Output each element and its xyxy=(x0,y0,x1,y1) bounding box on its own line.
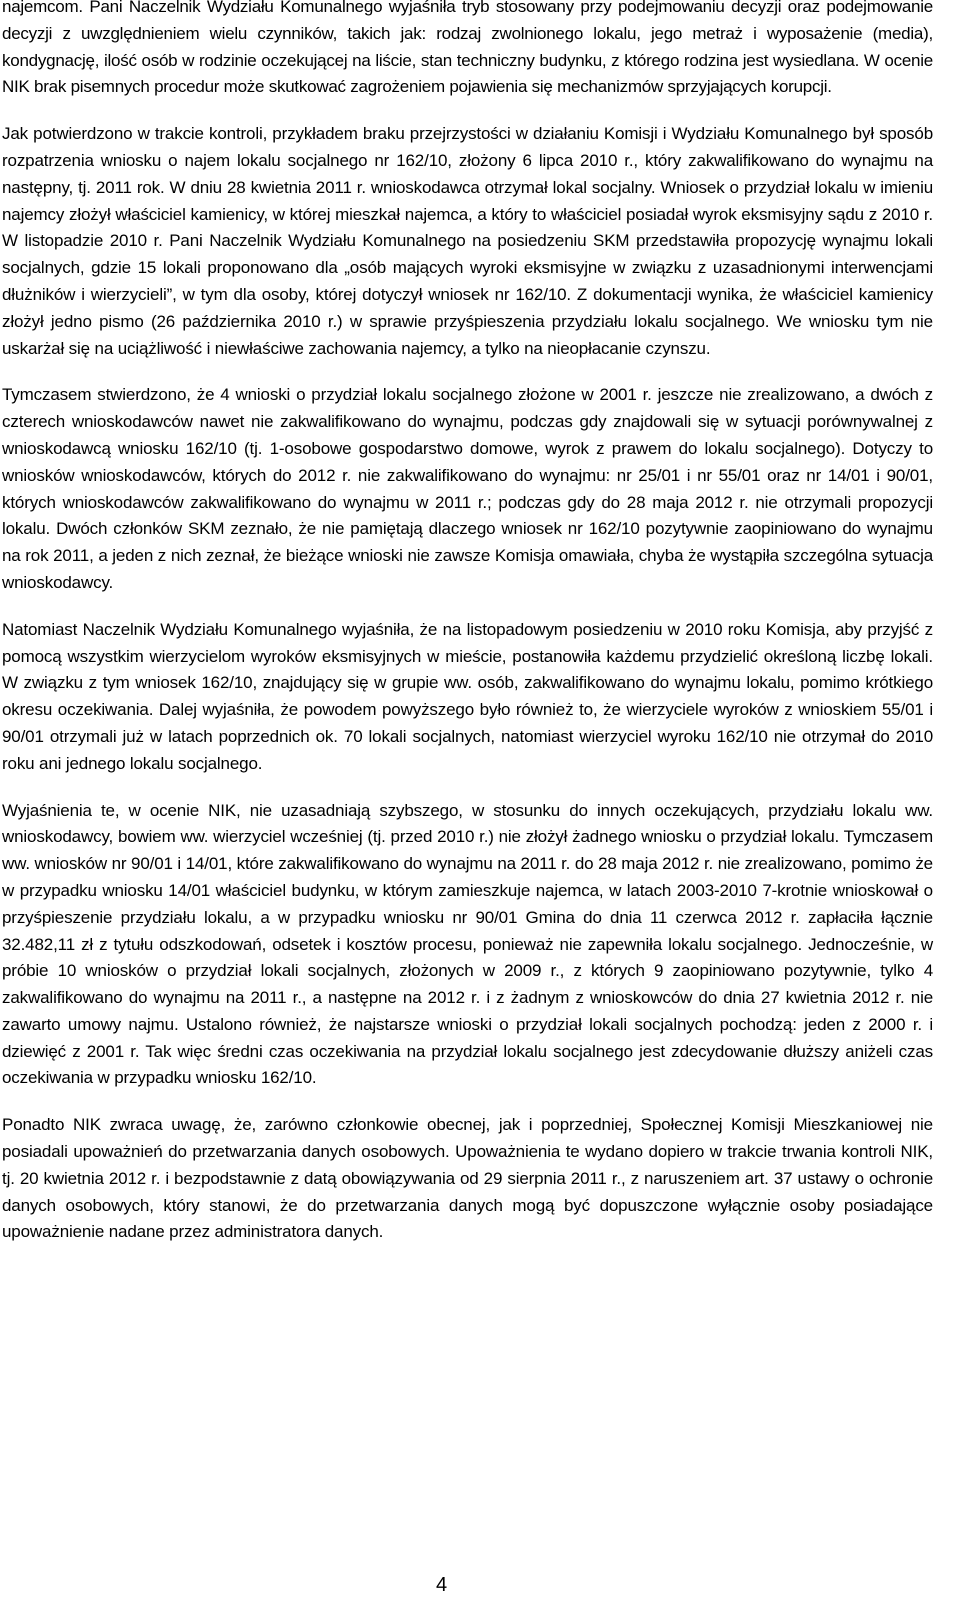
paragraph-3: Tymczasem stwierdzono, że 4 wnioski o przydział lokalu socjalnego złożone w 2001 r. jeszcze nie zrealizowano, a dwóch z czterech wnioskodawców nawet nie zakwalifikowano do wynajmu, podczas gdy znajdowali się w sytuacji porównywalnej z wnioskodawcą wniosku 162/10 (tj. 1-osobowe gospodarstwo domowe, wyrok z prawem do lokalu socjalnego). Dotyczy to wniosków wnioskodawców, których do 2012 r. nie zakwalifikowano do wynajmu: nr 25/01 i nr 55/01 oraz nr 14/01 i 90/01, których wnioskodawców zakwalifikowano do wynajmu w 2011 r.; podczas gdy do 28 maja 2012 r. nie otrzymali propozycji lokalu. Dwóch członków SKM zeznało, że nie pamiętają dlaczego wniosek nr 162/10 pozytywnie zaopiniowano do wynajmu na rok 2011, a jeden z nich zeznał, że bieżące wnioski nie zawsze Komisja omawiała, chyba że wystąpiła szczególna sytuacja wnioskodawcy. xyxy=(2,385,933,592)
paragraph-4: Natomiast Naczelnik Wydziału Komunalnego wyjaśniła, że na listopadowym posiedzeniu w 2010 roku Komisja, aby przyjść z pomocą wszystkim wierzycielom wyroków eksmisyjnych w mieście, postanowiła każdemu przydzielić określoną liczbę lokali. W związku z tym wniosek 162/10, znajdujący się w grupie ww. osób, zakwalifikowano do wynajmu lokalu, pomimo krótkiego okresu oczekiwania. Dalej wyjaśniła, że powodem powyższego było również to, że wierzyciele wyroków z wnioskiem 55/01 i 90/01 otrzymali już w latach poprzednich ok. 70 lokali socjalnych, natomiast wierzyciel wyroku 162/10 nie otrzymał do 2010 roku ani jednego lokalu socjalnego. xyxy=(2,619,933,773)
paragraph-5: Wyjaśnienia te, w ocenie NIK, nie uzasadniają szybszego, w stosunku do innych oczekujących, przydziału lokalu ww. wnioskodawcy, bowiem ww. wierzyciel wcześniej (tj. przed 2010 r.) nie złożył żadnego wniosku o przydział lokalu. Tymczasem ww. wniosków nr 90/01 i 14/01, które zakwalifikowano do wynajmu na 2011 r. do 28 maja 2012 r. nie zrealizowano, pomimo że w przypadku wniosku 14/01 właściciel budynku, w którym zamieszkuje najemca, w latach 2003-2010 7-krotnie wnioskował o przyśpieszenie przydziału lokalu, a w przypadku wniosku nr 90/01 Gmina do dnia 11 czerwca 2012 r. zapłaciła łącznie 32.482,11 zł z tytułu odszkodowań, odsetek i kosztów procesu, ponieważ nie zapewniła lokalu socjalnego. Jednocześnie, w próbie 10 wniosków o przydział lokali socjalnych, złożonych w 2009 r., z których 9 zaopiniowano pozytywnie, tylko 4 zakwalifikowano do wynajmu na 2011 r., a następne na 2012 r. i z żadnym z wnioskowców do dnia 27 kwietnia 2012 r. nie zawarto umowy najmu. Ustalono również, że najstarsze wnioski o przydział lokali socjalnych pochodzą: jeden z 2000 r. i dziewięć z 2001 r. Tak więc średni czas oczekiwania na przydział lokalu socjalnego jest zdecydowanie dłuższy aniżeli czas oczekiwania w przypadku wniosku 162/10. xyxy=(2,800,933,1088)
page-number-text: 4 xyxy=(436,1574,448,1596)
paragraph-2: Jak potwierdzono w trakcie kontroli, przykładem braku przejrzystości w działaniu Komisji i Wydziału Komunalnego był sposób rozpatrzenia wniosku o najem lokalu socjalnego nr 162/10, złożony 6 lipca 2010 r., który zakwalifikowano do wynajmu na następny, tj. 2011 rok. W dniu 28 kwietnia 2011 r. wnioskodawca otrzymał lokal socjalny. Wniosek o przydział lokalu w imieniu najemcy złożył właściciel kamienicy, w której mieszkał najemca, a który to właściciel posiadał wyrok eksmisyjny sądu z 2010 r. W listopadzie 2010 r. Pani Naczelnik Wydziału Komunalnego na posiedzeniu SKM przedstawiła propozycję wynajmu lokali socjalnych, gdzie 15 lokali proponowano dla „osób mających wyroki eksmisyjne w związku z uzasadnionymi interwencjami dłużników i wierzycieli”, w tym dla osoby, której dotyczył wniosek nr 162/10. Z dokumentacji wynika, że właściciel kamienicy złożył jedno pismo (26 października 2010 r.) w sprawie przyśpieszenia przydziału lokalu socjalnego. We wniosku tym nie uskarżał się na uciążliwość i niewłaściwe zachowania najemcy, a tylko na nieopłacanie czynszu. xyxy=(2,124,933,358)
page-number xyxy=(0,1573,960,1597)
paragraph-6: Ponadto NIK zwraca uwagę, że, zarówno członkowie obecnej, jak i poprzedniej, Społecznej Komisji Mieszkaniowej nie posiadali upoważnień do przetwarzania danych osobowych. Upoważnienia te wydano dopiero w trakcie trwania kontroli NIK, tj. 20 kwietnia 2012 r. i bezpodstawnie z datą obowiązywania od 29 sierpnia 2011 r., z naruszeniem art. 37 ustawy o ochronie danych osobowych, który stanowi, że do przetwarzania danych mogą być dopuszczone wyłącznie osoby posiadające upoważnienie nadane przez administratora danych. xyxy=(2,1115,933,1242)
paragraph-1: najemcom. Pani Naczelnik Wydziału Komunalnego wyjaśniła tryb stosowany przy podejmowaniu decyzji oraz podejmowanie decyzji z uwzględnieniem wielu czynników, takich jak: rodzaj zwolnionego lokalu, jego metraż i wyposażenie (media), kondygnację, ilość osób w rodzinie oczekującej na liście, stan techniczny budynku, z którego rodzina jest wysiedlana. W ocenie NIK brak pisemnych procedur może skutkować zagrożeniem pojawienia się mechanizmów sprzyjających korupcji. xyxy=(2,0,933,97)
document-body xyxy=(2,0,933,1266)
